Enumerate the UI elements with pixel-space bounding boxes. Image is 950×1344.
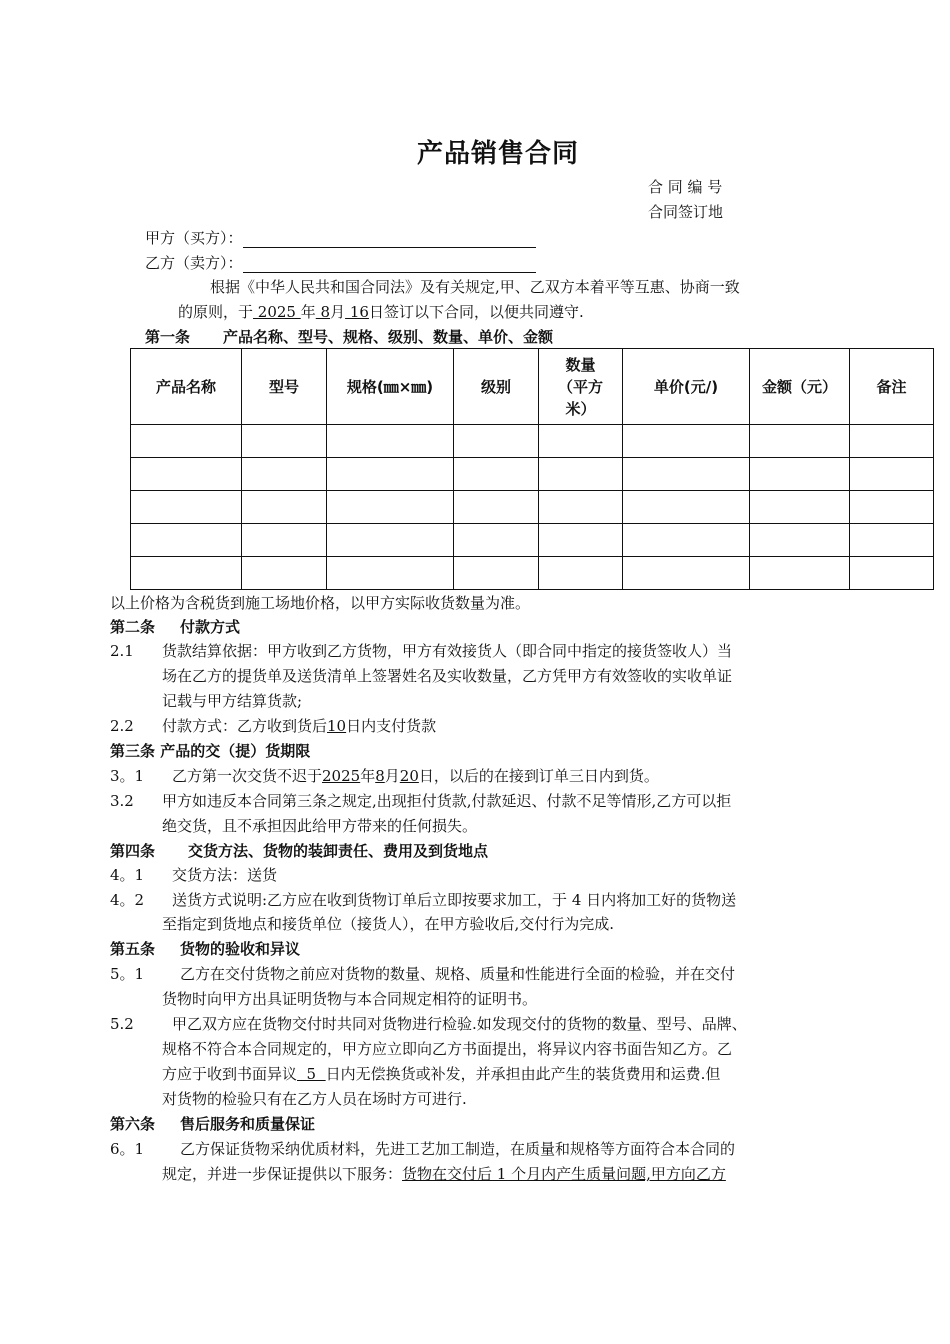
table-row <box>131 458 934 491</box>
clause-6-1-line-1: 乙方保证货物采纳优质材料，先进工艺加工制造，在质量和规格等方面符合本合同的 <box>180 1140 736 1158</box>
intro-text-end: 日签订以下合同，以便共同遵守. <box>368 303 584 321</box>
table-cell[interactable] <box>750 425 850 458</box>
article-2-title: 付款方式 <box>180 618 241 636</box>
table-cell[interactable] <box>242 458 327 491</box>
article-6-heading <box>110 1114 315 1134</box>
delivery-year-suffix: 年 <box>360 767 376 785</box>
clause-3-1-text-end: 日，以后的在接到订单三日内到货。 <box>418 767 659 785</box>
clause-3-2-number: 3.2 <box>110 792 134 810</box>
table-cell[interactable] <box>750 458 850 491</box>
header-remarks: 备注 <box>850 349 934 425</box>
table-cell[interactable] <box>750 491 850 524</box>
clause-5-2-text: 方应于收到书面异议 <box>162 1065 298 1083</box>
table-cell[interactable] <box>539 557 623 590</box>
clause-3-1 <box>172 766 659 786</box>
clause-5-2-number: 5.2 <box>110 1015 134 1033</box>
table-header-row <box>131 349 934 425</box>
table-cell[interactable] <box>850 425 934 458</box>
payment-days: 10 <box>327 717 347 735</box>
table-cell[interactable] <box>850 524 934 557</box>
sign-day: 16 <box>345 303 369 321</box>
table-cell[interactable] <box>454 458 539 491</box>
sign-month: 8 <box>315 303 331 321</box>
month-suffix: 月 <box>330 303 346 321</box>
article-2-heading <box>110 617 240 637</box>
header-spec: 规格(㎜×㎜) <box>327 349 454 425</box>
contract-number-label: 合 同 编 号 <box>648 178 723 196</box>
table-cell[interactable] <box>623 524 750 557</box>
table-cell[interactable] <box>454 524 539 557</box>
clause-4-1-number: 4。1 <box>110 866 145 884</box>
clause-5-2-text-end: 日内无偿换货或补发，并承担由此产生的装货费用和运费.但 <box>325 1065 721 1083</box>
intro-text: 的原则，于 <box>178 303 254 321</box>
table-cell[interactable] <box>623 458 750 491</box>
table-cell[interactable] <box>131 524 242 557</box>
table-row <box>131 524 934 557</box>
clause-2-1-line-1: 货款结算依据：甲方收到乙方货物，甲方有效接货人（即合同中指定的接货签收人）当 <box>162 642 733 660</box>
header-grade: 级别 <box>454 349 539 425</box>
clause-3-1-text: 乙方第一次交货不迟于 <box>172 767 323 785</box>
article-4-label: 第四条 <box>110 842 156 860</box>
article-1-heading <box>145 327 553 347</box>
article-4-heading <box>110 841 488 861</box>
table-cell[interactable] <box>454 425 539 458</box>
table-cell[interactable] <box>850 458 934 491</box>
party-b-blank <box>243 254 536 273</box>
clause-2-1-line-3: 记载与甲方结算货款; <box>162 692 303 710</box>
table-row <box>131 491 934 524</box>
table-cell[interactable] <box>131 425 242 458</box>
clause-2-2-text-end: 日内支付货款 <box>346 717 437 735</box>
party-b-label: 乙方（卖方）： <box>145 254 243 272</box>
delivery-month: 8 <box>375 767 385 785</box>
table-cell[interactable] <box>454 491 539 524</box>
replacement-days: 5 <box>297 1065 326 1083</box>
product-table <box>130 348 934 590</box>
clause-4-1: 交货方法：送货 <box>172 866 278 884</box>
party-a-label: 甲方（买方）： <box>145 229 243 247</box>
table-cell[interactable] <box>327 458 454 491</box>
table-cell[interactable] <box>242 557 327 590</box>
article-6-title: 售后服务和质量保证 <box>180 1115 316 1133</box>
header-quantity-line-1: 数量 <box>565 355 596 374</box>
clause-2-2 <box>162 716 436 736</box>
party-b-line <box>145 253 536 273</box>
clause-4-2-number: 4。2 <box>110 891 145 909</box>
header-quantity <box>539 349 623 425</box>
delivery-day: 20 <box>399 767 419 785</box>
table-cell[interactable] <box>539 491 623 524</box>
clause-5-1-number: 5。1 <box>110 965 145 983</box>
clause-5-2-line-3 <box>162 1064 720 1084</box>
article-2-label: 第二条 <box>110 618 156 636</box>
article-5-heading <box>110 939 300 959</box>
clause-6-1-number: 6。1 <box>110 1140 145 1158</box>
table-cell[interactable] <box>539 425 623 458</box>
table-cell[interactable] <box>539 524 623 557</box>
delivery-month-suffix: 月 <box>384 767 400 785</box>
sign-year: 2025 <box>253 303 301 321</box>
article-3-heading: 第三条 产品的交（提）货期限 <box>110 742 311 760</box>
clause-5-2-line-4: 对货物的检验只有在乙方人员在场时方可进行. <box>162 1090 467 1108</box>
table-cell[interactable] <box>623 491 750 524</box>
clause-5-2-line-2: 规格不符合本合同规定的，甲方应立即向乙方书面提出，将异议内容书面告知乙方。乙 <box>162 1040 733 1058</box>
header-quantity-line-3: 米） <box>565 399 596 418</box>
party-a-blank <box>243 229 536 248</box>
header-product-name: 产品名称 <box>131 349 242 425</box>
clause-6-1-line-2 <box>162 1164 726 1184</box>
table-cell[interactable] <box>623 425 750 458</box>
clause-2-2-text: 付款方式：乙方收到货后 <box>162 717 328 735</box>
table-cell[interactable] <box>131 557 242 590</box>
clause-5-1-line-1: 乙方在交付货物之前应对货物的数量、规格、质量和性能进行全面的检验，并在交付 <box>180 965 736 983</box>
table-cell[interactable] <box>850 491 934 524</box>
table-cell[interactable] <box>327 491 454 524</box>
clause-5-2-line-1: 甲乙双方应在货物交付时共同对货物进行检验.如发现交付的货物的数量、型号、品牌、 <box>172 1015 747 1033</box>
table-cell[interactable] <box>750 557 850 590</box>
table-row <box>131 557 934 590</box>
table-cell[interactable] <box>242 425 327 458</box>
year-suffix: 年 <box>300 303 316 321</box>
clause-5-1-line-2: 货物时向甲方出具证明货物与本合同规定相符的证明书。 <box>162 990 538 1008</box>
article-5-label: 第五条 <box>110 940 156 958</box>
header-model: 型号 <box>242 349 327 425</box>
table-cell[interactable] <box>242 491 327 524</box>
delivery-year: 2025 <box>322 767 361 785</box>
table-cell[interactable] <box>131 458 242 491</box>
intro-line-1: 根据《中华人民共和国合同法》及有关规定,甲、乙双方本着平等互惠、协商一致 <box>210 278 740 296</box>
party-a-line <box>145 228 536 248</box>
clause-2-1-number: 2.1 <box>110 642 134 660</box>
article-6-label: 第六条 <box>110 1115 156 1133</box>
header-unit-price: 单价(元/) <box>623 349 750 425</box>
intro-line-2 <box>178 302 584 322</box>
clause-3-1-number: 3。1 <box>110 767 145 785</box>
header-amount: 金额（元） <box>750 349 850 425</box>
table-cell[interactable] <box>242 524 327 557</box>
warranty-terms: 货物在交付后 1 个月内产生质量问题,甲方向乙方 <box>402 1165 726 1183</box>
article-5-title: 货物的验收和异议 <box>180 940 301 958</box>
table-cell[interactable] <box>850 557 934 590</box>
clause-2-2-number: 2.2 <box>110 717 134 735</box>
table-cell[interactable] <box>327 425 454 458</box>
table-cell[interactable] <box>539 458 623 491</box>
clause-4-2-line-2: 至指定到货地点和接货单位（接货人），在甲方验收后,交付行为完成. <box>162 915 615 933</box>
table-cell[interactable] <box>327 557 454 590</box>
clause-4-2-line-1: 送货方式说明:乙方应在收到货物订单后立即按要求加工，于 4 日内将加工好的货物送 <box>172 891 737 909</box>
article-4-title: 交货方法、货物的装卸责任、费用及到货地点 <box>188 842 489 860</box>
clause-3-2-line-1: 甲方如违反本合同第三条之规定,出现拒付货款,付款延迟、付款不足等情形,乙方可以拒 <box>162 792 732 810</box>
article-1-label: 第一条 <box>145 328 191 346</box>
table-cell[interactable] <box>454 557 539 590</box>
table-row <box>131 425 934 458</box>
header-quantity-line-2: （平方 <box>557 377 603 396</box>
table-cell[interactable] <box>131 491 242 524</box>
article-1-title: 产品名称、型号、规格、级别、数量、单价、金额 <box>223 328 554 346</box>
clause-2-1-line-2: 场在乙方的提货单及送货清单上签署姓名及实收数量，乙方凭甲方有效签收的实收单证 <box>162 667 733 685</box>
table-cell[interactable] <box>623 557 750 590</box>
table-cell[interactable] <box>750 524 850 557</box>
page-title: 产品销售合同 <box>417 139 580 169</box>
price-note: 以上价格为含税货到施工场地价格，以甲方实际收货数量为准。 <box>110 594 531 612</box>
clause-3-2-line-2: 绝交货，且不承担因此给甲方带来的任何损失。 <box>162 817 478 835</box>
clause-6-1-text: 规定，并进一步保证提供以下服务： <box>162 1165 403 1183</box>
table-cell[interactable] <box>327 524 454 557</box>
contract-place-label: 合同签订地 <box>648 203 724 221</box>
